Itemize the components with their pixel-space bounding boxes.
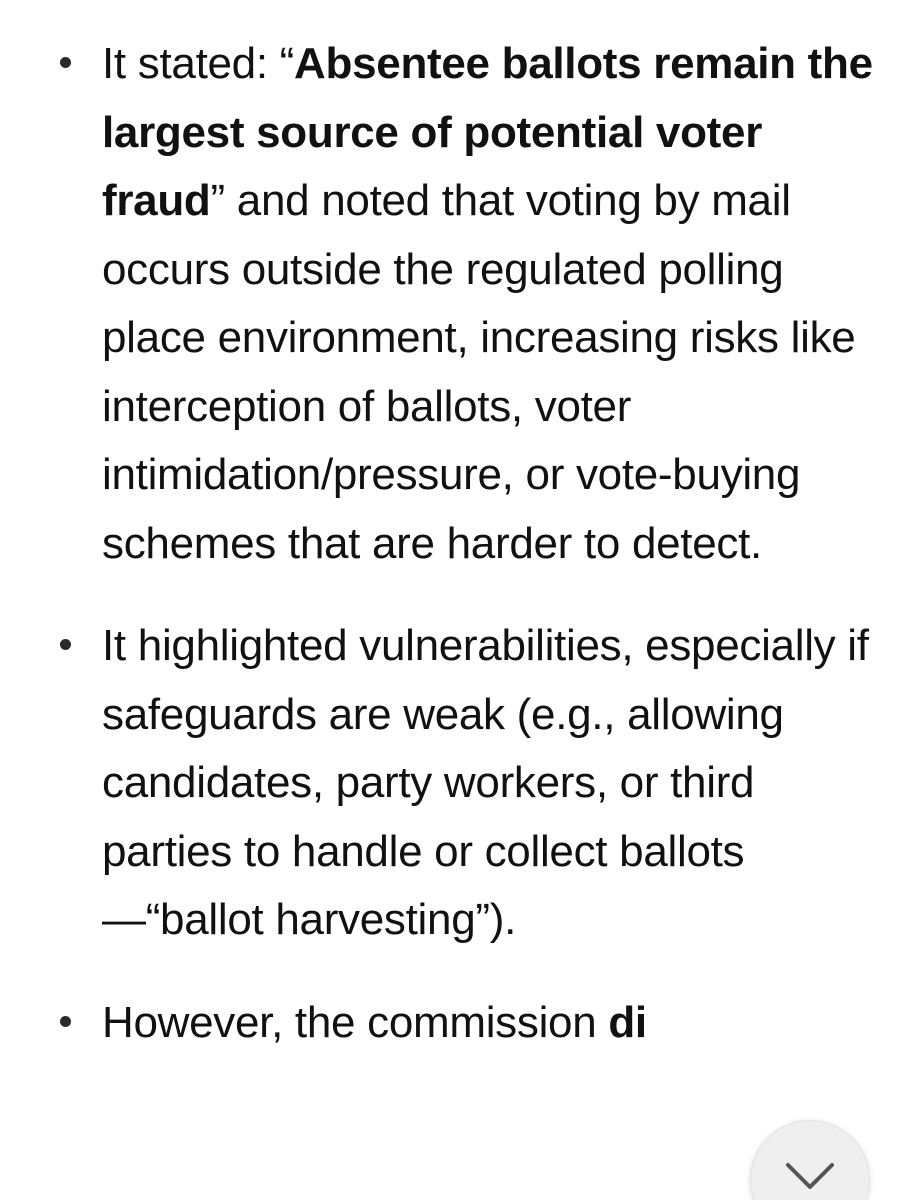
bullet-text-prefix: It stated: “ [102, 39, 295, 88]
bullet-dot [60, 57, 71, 68]
bullet-list [0, 30, 910, 1083]
list-item [0, 989, 910, 1049]
scroll-to-bottom-button[interactable] [750, 1120, 870, 1200]
bullet-text-bold: Absentee ballots remain the largest source of potential voter fraud [102, 39, 873, 225]
bullet-text: It highlighted vulnerabilities, especially if safeguards are weak (e.g., allowing candidates, party workers, or third parties to handle or collect ballots—“ballot harvesting”). [102, 621, 869, 944]
bullet-dot [60, 1016, 71, 1027]
bullet-text-suffix: ” and noted that voting by mail occurs outside the regulated polling place environment, increasing risks like interception of ballots, voter intimidation/pressure, or vote-buying schemes that are harder to detect. [102, 176, 856, 568]
bullet-text-prefix: However, the commission [102, 997, 609, 1047]
list-item [0, 30, 910, 578]
list-item [0, 612, 910, 955]
bullet-dot [60, 639, 71, 650]
chevron-down-icon [784, 1161, 836, 1191]
bullet-text-bold: di [608, 997, 647, 1047]
